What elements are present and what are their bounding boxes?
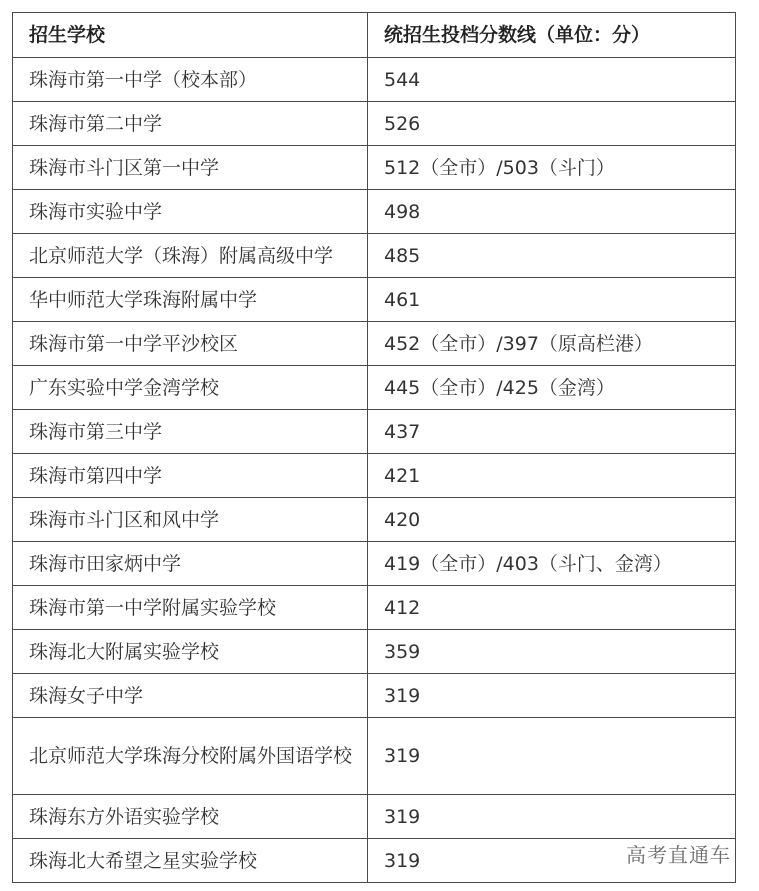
- school-cell: 北京师范大学珠海分校附属外国语学校: [13, 718, 368, 795]
- score-cell: 412: [368, 586, 736, 630]
- school-cell: 珠海市斗门区第一中学: [13, 146, 368, 190]
- score-table-container: [12, 12, 735, 883]
- table-row: [13, 454, 736, 498]
- score-cell: 319: [368, 839, 736, 883]
- table-row: [13, 322, 736, 366]
- header-score: 统招生投档分数线（单位：分）: [368, 13, 736, 58]
- table-row: [13, 234, 736, 278]
- score-cell: 319: [368, 674, 736, 718]
- table-row: [13, 410, 736, 454]
- table-row: [13, 190, 736, 234]
- school-cell: 广东实验中学金湾学校: [13, 366, 368, 410]
- table-row: [13, 542, 736, 586]
- score-cell: 498: [368, 190, 736, 234]
- score-cell: 526: [368, 102, 736, 146]
- score-cell: 452（全市）/397（原高栏港）: [368, 322, 736, 366]
- school-cell: 珠海东方外语实验学校: [13, 795, 368, 839]
- school-cell: 珠海市第四中学: [13, 454, 368, 498]
- table-row: [13, 586, 736, 630]
- admission-score-table: [12, 12, 736, 883]
- table-row: [13, 366, 736, 410]
- table-row: [13, 498, 736, 542]
- school-cell: 珠海市田家炳中学: [13, 542, 368, 586]
- table-row: [13, 146, 736, 190]
- score-cell: 461: [368, 278, 736, 322]
- school-cell: 珠海市第一中学附属实验学校: [13, 586, 368, 630]
- school-cell: 珠海市斗门区和风中学: [13, 498, 368, 542]
- score-cell: 319: [368, 718, 736, 795]
- school-cell: 华中师范大学珠海附属中学: [13, 278, 368, 322]
- watermark-text: 高考直通车: [626, 843, 731, 867]
- school-cell: 珠海北大附属实验学校: [13, 630, 368, 674]
- school-cell: 珠海北大希望之星实验学校: [13, 839, 368, 883]
- table-row: [13, 278, 736, 322]
- school-cell: 珠海市第三中学: [13, 410, 368, 454]
- score-cell: 544: [368, 58, 736, 102]
- score-cell: 445（全市）/425（金湾）: [368, 366, 736, 410]
- table-row: [13, 674, 736, 718]
- table-header-row: [13, 13, 736, 58]
- table-row: [13, 630, 736, 674]
- score-cell: 437: [368, 410, 736, 454]
- score-cell: 420: [368, 498, 736, 542]
- score-cell: 512（全市）/503（斗门）: [368, 146, 736, 190]
- school-cell: 北京师范大学（珠海）附属高级中学: [13, 234, 368, 278]
- school-cell: 珠海市实验中学: [13, 190, 368, 234]
- school-cell: 珠海市第一中学（校本部）: [13, 58, 368, 102]
- header-school: 招生学校: [13, 13, 368, 58]
- score-cell: 421: [368, 454, 736, 498]
- score-cell: 485: [368, 234, 736, 278]
- table-row: [13, 795, 736, 839]
- school-cell: 珠海市第二中学: [13, 102, 368, 146]
- school-cell: 珠海女子中学: [13, 674, 368, 718]
- school-cell: 珠海市第一中学平沙校区: [13, 322, 368, 366]
- table-row: [13, 718, 736, 795]
- score-cell: 419（全市）/403（斗门、金湾）: [368, 542, 736, 586]
- table-row: [13, 102, 736, 146]
- score-cell: 359: [368, 630, 736, 674]
- score-cell: 319: [368, 795, 736, 839]
- table-row: [13, 58, 736, 102]
